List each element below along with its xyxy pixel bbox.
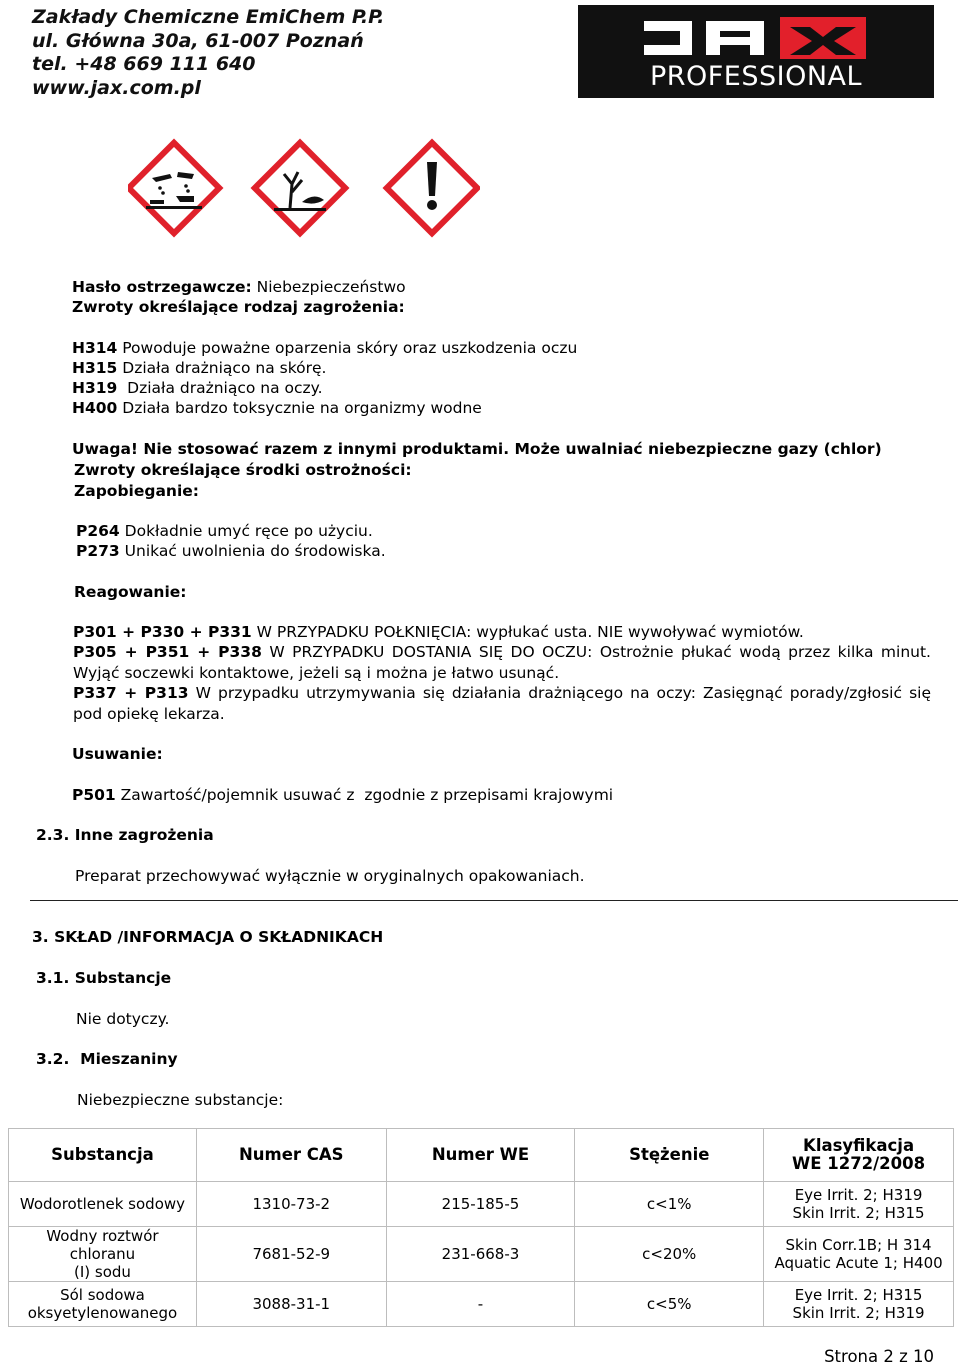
- prevention-title: Zapobieganie:: [74, 482, 199, 500]
- p-statement: P305 + P351 + P338 W PRZYPADKU DOSTANIA SIĘ DO OCZU: Ostrożnie płukać wodą przez kilka minut. Wyjąć soczewki kontaktowe, jeżeli są i można je łatwo usunąć.: [73, 643, 931, 682]
- h-statement: H314 Powoduje poważne oparzenia skóry oraz uszkodzenia oczu: [72, 339, 578, 357]
- section-2-3-text: Preparat przechowywać wyłącznie w oryginalnych opakowaniach.: [75, 867, 585, 885]
- table-cell: c<5%: [575, 1282, 764, 1327]
- corrosive-icon: [129, 143, 220, 234]
- table-cell: c<20%: [575, 1227, 764, 1282]
- table-header: Klasyfikacja WE 1272/2008: [764, 1129, 954, 1182]
- p-statement: P501 Zawartość/pojemnik usuwać z zgodnie z przepisami krajowymi: [72, 786, 614, 804]
- table-cell: 231-668-3: [386, 1227, 575, 1282]
- h-statements-title: Zwroty określające rodzaj zagrożenia:: [72, 298, 405, 316]
- substances-table: [8, 1128, 954, 1327]
- response-title: Reagowanie:: [74, 583, 187, 601]
- jax-logo: [578, 5, 934, 98]
- table-cell: c<1%: [575, 1182, 764, 1227]
- company-name: Zakłady Chemiczne EmiChem P.P.: [32, 6, 385, 28]
- table-cell: Eye Irrit. 2; H315 Skin Irrit. 2; H319: [764, 1282, 954, 1327]
- p-statement: P337 + P313 W przypadku utrzymywania się działania drażniącego na oczy: Zasięgnąć porady/zgłosić się pod opiekę lekarza.: [73, 684, 931, 723]
- p-statement: P273 Unikać uwolnienia do środowiska.: [76, 542, 386, 560]
- jax-logo-mark-icon: [640, 15, 870, 61]
- disposal-title: Usuwanie:: [72, 745, 163, 763]
- company-website[interactable]: www.jax.com.pl: [32, 76, 201, 99]
- company-block: [32, 6, 384, 100]
- table-cell: Wodny roztwór chloranu (I) sodu: [9, 1227, 197, 1282]
- company-address: ul. Główna 30a, 61-007 Poznań: [32, 29, 364, 52]
- table-cell: 215-185-5: [386, 1182, 575, 1227]
- h-statement: H319 Działa drażniąco na oczy.: [72, 379, 323, 397]
- table-header: Substancja: [9, 1129, 197, 1182]
- company-phone: tel. +48 669 111 640: [32, 53, 256, 75]
- table-header: Stężenie: [575, 1129, 764, 1182]
- p-statement: P264 Dokładnie umyć ręce po użyciu.: [76, 522, 373, 540]
- section-3-title: 3. SKŁAD /INFORMACJA O SKŁADNIKACH: [32, 928, 384, 946]
- section-divider: [30, 900, 958, 901]
- table-cell: 7681-52-9: [196, 1227, 386, 1282]
- section-3-1-title: 3.1. Substancje: [36, 969, 172, 987]
- p-statements-title: Zwroty określające środki ostrożności:: [74, 461, 412, 479]
- table-cell: -: [386, 1282, 575, 1327]
- h-statement: H400 Działa bardzo toksycznie na organizmy wodne: [72, 399, 482, 417]
- ghs-pictograms: [128, 138, 480, 238]
- table-row: [9, 1282, 954, 1327]
- p-statement: P301 + P330 + P331 W PRZYPADKU POŁKNIĘCIA: wypłukać usta. NIE wywoływać wymiotów.: [73, 623, 804, 641]
- table-cell: Eye Irrit. 2; H319 Skin Irrit. 2; H315: [764, 1182, 954, 1227]
- logo-text: PROFESSIONAL: [649, 61, 863, 92]
- table-cell: 1310-73-2: [196, 1182, 386, 1227]
- table-header-row: [9, 1129, 954, 1182]
- h-statement: H315 Działa drażniąco na skórę.: [72, 359, 327, 377]
- table-cell: Wodorotlenek sodowy: [9, 1182, 197, 1227]
- section-3-2-text: Niebezpieczne substancje:: [77, 1091, 284, 1109]
- section-3-1-text: Nie dotyczy.: [76, 1010, 170, 1028]
- section-2-3-title: 2.3. Inne zagrożenia: [36, 826, 214, 844]
- table-row: [9, 1182, 954, 1227]
- table-cell: Skin Corr.1B; H 314 Aquatic Acute 1; H400: [764, 1227, 954, 1282]
- exclamation-icon: [387, 143, 478, 234]
- page-number: Strona 2 z 10: [824, 1347, 934, 1366]
- table-header: Numer WE: [386, 1129, 575, 1182]
- table-cell: Sól sodowa oksyetylenowanego: [9, 1282, 197, 1327]
- warning-text: Uwaga! Nie stosować razem z innymi produktami. Może uwalniać niebezpieczne gazy (chlor): [72, 440, 882, 458]
- section-3-2-title: 3.2. Mieszaniny: [36, 1050, 178, 1068]
- signal-word: Hasło ostrzegawcze: Niebezpieczeństwo: [72, 278, 406, 296]
- table-cell: 3088-31-1: [196, 1282, 386, 1327]
- environment-hazard-icon: [255, 143, 346, 234]
- table-header: Numer CAS: [196, 1129, 386, 1182]
- table-row: [9, 1227, 954, 1282]
